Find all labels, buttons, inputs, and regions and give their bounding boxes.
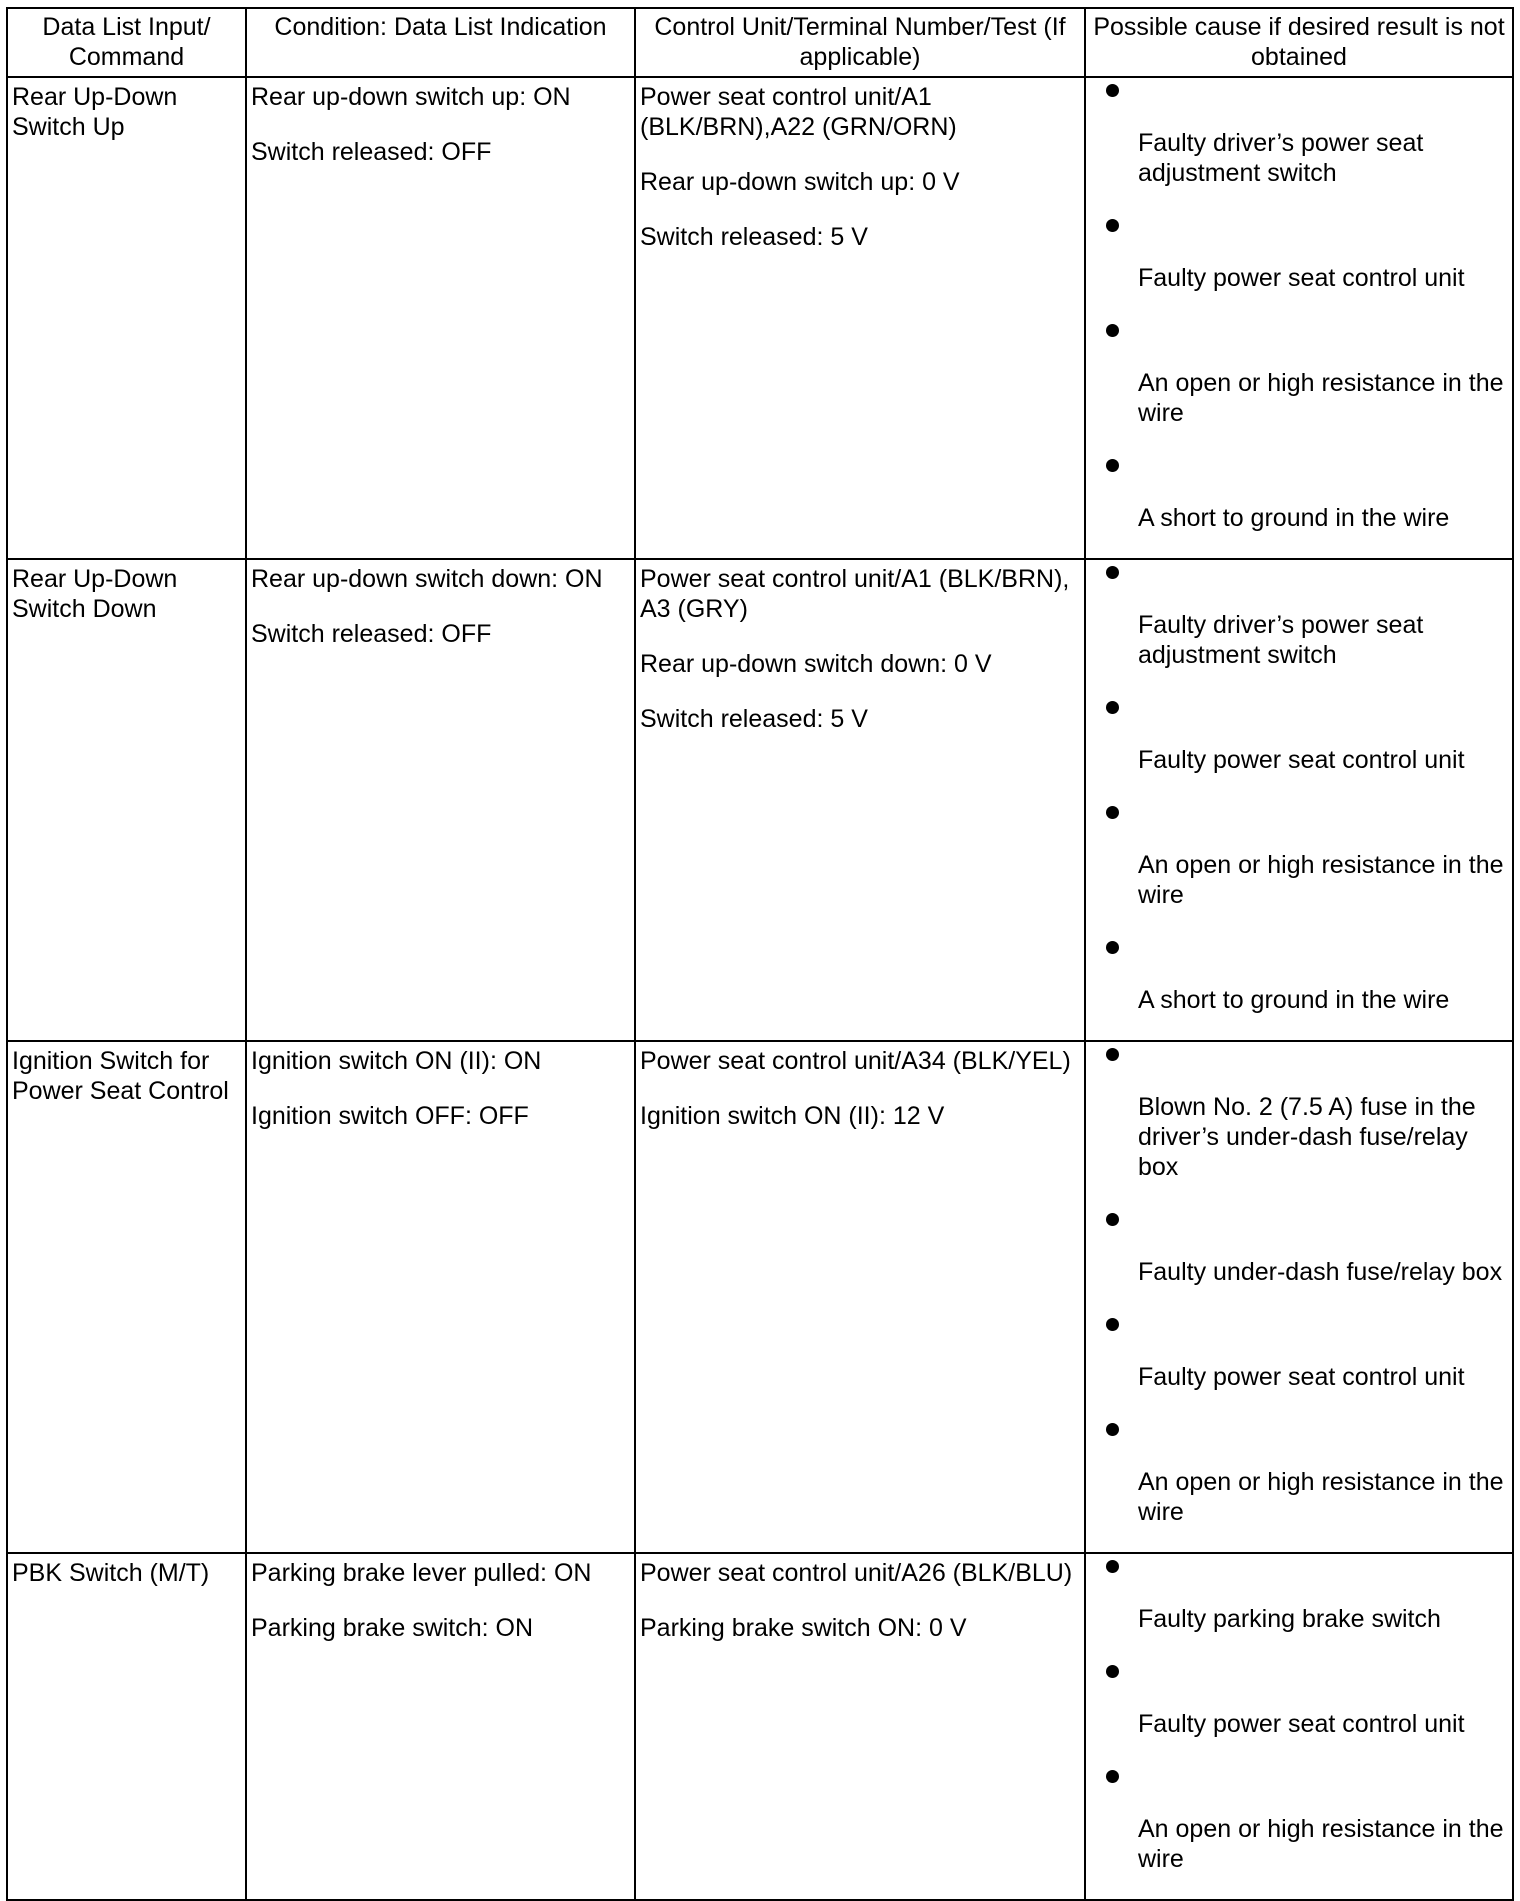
bullet-icon <box>1106 219 1119 232</box>
list-item: A short to ground in the wire <box>1086 453 1512 533</box>
cause-list <box>1086 78 1512 533</box>
header-possible-cause: Possible cause if desired result is not obtained <box>1085 8 1513 77</box>
bullet-icon <box>1106 84 1119 97</box>
list-item: Faulty power seat control unit <box>1086 1659 1512 1739</box>
bullet-icon <box>1106 566 1119 579</box>
terminal-cell <box>635 1041 1085 1553</box>
condition-cell <box>246 77 635 559</box>
terminal-line: Parking brake switch ON: 0 V <box>640 1614 967 1642</box>
condition-line: Ignition switch OFF: OFF <box>251 1102 529 1130</box>
bullet-icon <box>1106 1048 1119 1061</box>
list-item: A short to ground in the wire <box>1086 935 1512 1015</box>
list-item: An open or high resistance in the wire <box>1086 318 1512 428</box>
list-item: An open or high resistance in the wire <box>1086 1417 1512 1527</box>
bullet-icon <box>1106 1213 1119 1226</box>
cause-list <box>1086 1554 1512 1874</box>
terminal-line: Ignition switch ON (II): 12 V <box>640 1102 945 1130</box>
terminal-line: Rear up-down switch down: 0 V <box>640 650 992 678</box>
list-item: Blown No. 2 (7.5 A) fuse in the driver’s under-dash fuse/relay box <box>1086 1042 1512 1182</box>
condition-line: Rear up-down switch up: ON <box>251 83 571 111</box>
table-row <box>7 559 1513 1041</box>
bullet-icon <box>1106 941 1119 954</box>
input-cell <box>7 1041 246 1553</box>
list-item: Faulty driver’s power seat adjustment switch <box>1086 78 1512 188</box>
cause-list <box>1086 1042 1512 1527</box>
input-label: Rear Up-Down Switch Down <box>12 565 178 623</box>
header-data-list-input: Data List Input/ Command <box>7 8 246 77</box>
table-row <box>7 77 1513 559</box>
terminal-line: Power seat control unit/A1 (BLK/BRN),A22 (GRN/ORN) <box>640 83 957 141</box>
condition-line: Parking brake lever pulled: ON <box>251 1559 592 1587</box>
condition-line: Ignition switch ON (II): ON <box>251 1047 542 1075</box>
terminal-line: Power seat control unit/A1 (BLK/BRN), A3 (GRY) <box>640 565 1070 623</box>
bullet-icon <box>1106 1770 1119 1783</box>
table-row <box>7 1553 1513 1900</box>
terminal-line: Rear up-down switch up: 0 V <box>640 168 960 196</box>
terminal-cell <box>635 1553 1085 1900</box>
bullet-icon <box>1106 1665 1119 1678</box>
list-item: Faulty under-dash fuse/relay box <box>1086 1207 1512 1287</box>
bullet-icon <box>1106 1318 1119 1331</box>
terminal-cell <box>635 77 1085 559</box>
bullet-icon <box>1106 701 1119 714</box>
condition-line: Switch released: OFF <box>251 138 492 166</box>
list-item: Faulty parking brake switch <box>1086 1554 1512 1634</box>
cause-cell <box>1085 1553 1513 1900</box>
terminal-cell <box>635 559 1085 1041</box>
header-row <box>7 8 1513 77</box>
list-item: An open or high resistance in the wire <box>1086 1764 1512 1874</box>
bullet-icon <box>1106 459 1119 472</box>
cause-cell <box>1085 1041 1513 1553</box>
terminal-line: Power seat control unit/A34 (BLK/YEL) <box>640 1047 1071 1075</box>
input-cell <box>7 1553 246 1900</box>
cause-cell <box>1085 77 1513 559</box>
bullet-icon <box>1106 1423 1119 1436</box>
input-label: Rear Up-Down Switch Up <box>12 83 178 141</box>
list-item: Faulty power seat control unit <box>1086 213 1512 293</box>
input-cell <box>7 77 246 559</box>
condition-line: Switch released: OFF <box>251 620 492 648</box>
condition-cell <box>246 559 635 1041</box>
list-item: An open or high resistance in the wire <box>1086 800 1512 910</box>
condition-line: Rear up-down switch down: ON <box>251 565 603 593</box>
terminal-line: Power seat control unit/A26 (BLK/BLU) <box>640 1559 1073 1587</box>
list-item: Faulty driver’s power seat adjustment switch <box>1086 560 1512 670</box>
list-item: Faulty power seat control unit <box>1086 1312 1512 1392</box>
diagnostic-data-table <box>6 7 1514 1901</box>
input-cell <box>7 559 246 1041</box>
header-control-unit-terminal: Control Unit/Terminal Number/Test (If applicable) <box>635 8 1085 77</box>
header-condition: Condition: Data List Indication <box>246 8 635 77</box>
bullet-icon <box>1106 806 1119 819</box>
table-row <box>7 1041 1513 1553</box>
cause-list <box>1086 560 1512 1015</box>
terminal-line: Switch released: 5 V <box>640 705 868 733</box>
bullet-icon <box>1106 324 1119 337</box>
condition-cell <box>246 1553 635 1900</box>
bullet-icon <box>1106 1560 1119 1573</box>
terminal-line: Switch released: 5 V <box>640 223 868 251</box>
cause-cell <box>1085 559 1513 1041</box>
condition-line: Parking brake switch: ON <box>251 1614 534 1642</box>
input-label: PBK Switch (M/T) <box>12 1559 210 1587</box>
condition-cell <box>246 1041 635 1553</box>
input-label: Ignition Switch for Power Seat Control <box>12 1047 229 1105</box>
list-item: Faulty power seat control unit <box>1086 695 1512 775</box>
